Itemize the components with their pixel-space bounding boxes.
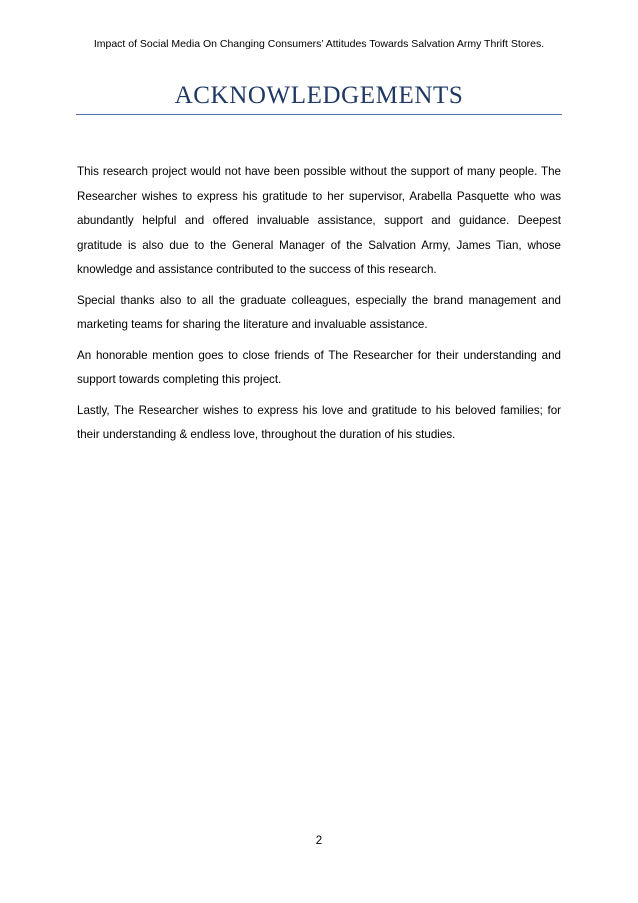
title-underline-divider — [76, 114, 562, 115]
paragraph-support: This research project would not have been possible without the support of many people. The Researcher wishes to express his gratitude to her supervisor, Arabella Pasquette who was abundantly helpful and offered invaluable assistance, support and guidance. Deepest gratitude is also due to the General Manager of the Salvation Army, James Tian, whose knowledge and assistance contributed to the success of this research. — [77, 165, 561, 276]
paragraph-honorable-mention: An honorable mention goes to close friends of The Researcher for their understanding and support towards completing this project. — [77, 348, 561, 386]
acknowledgements-body — [77, 160, 561, 454]
running-header: Impact of Social Media On Changing Consumers’ Attitudes Towards Salvation Army Thrift Stores. — [93, 38, 545, 50]
paragraph-family: Lastly, The Researcher wishes to express his love and gratitude to his beloved families; for their understanding & endless love, throughout the duration of his studies. — [77, 403, 561, 441]
paragraph-special-thanks: Special thanks also to all the graduate colleagues, especially the brand management and marketing teams for sharing the literature and invaluable assistance. — [77, 293, 561, 331]
page-number: 2 — [315, 835, 323, 847]
page-title: ACKNOWLEDGEMENTS — [174, 82, 464, 109]
